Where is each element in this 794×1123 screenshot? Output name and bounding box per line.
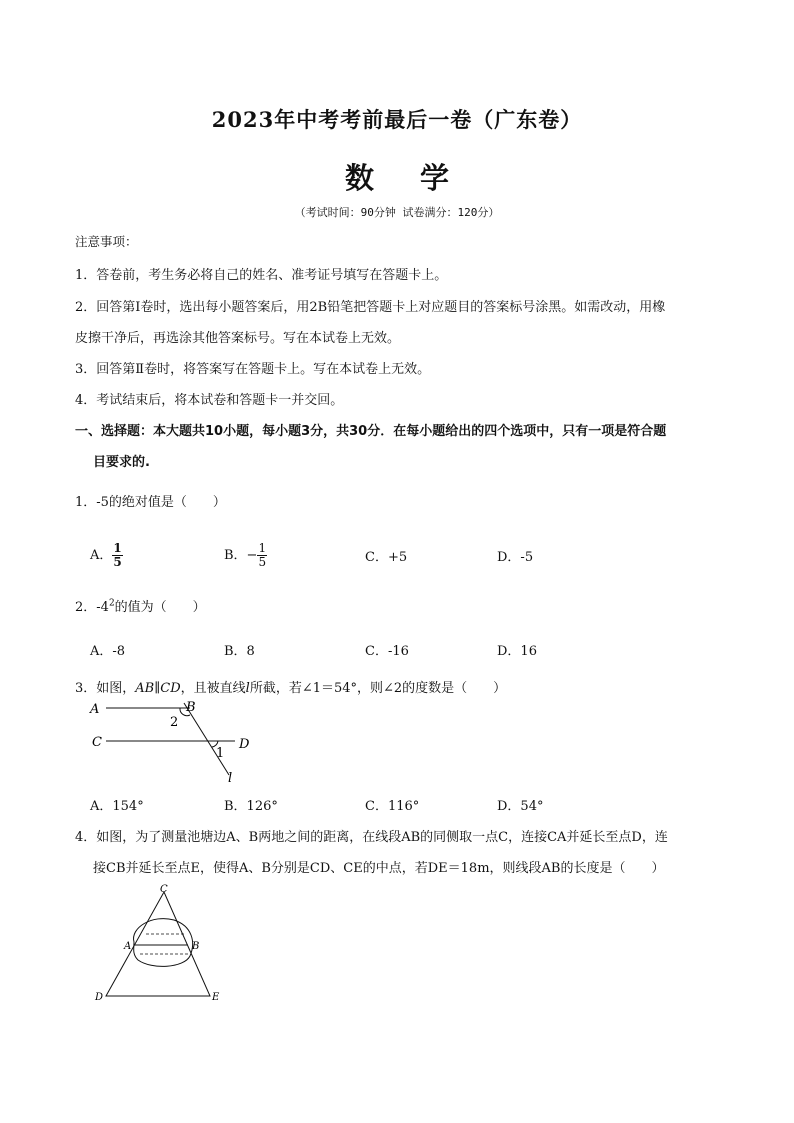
label-a: A <box>124 941 132 952</box>
question-3-option-c: C．116° <box>365 799 420 814</box>
label-d: D <box>95 992 104 1003</box>
notice-item-1: 1．答卷前，考生务必将自己的姓名、准考证号填写在答题卡上。 <box>75 268 448 283</box>
question-2-option-c: C．-16 <box>365 644 409 659</box>
fraction: $\frac{1}{5}$ <box>258 541 267 569</box>
pond-shape <box>134 919 193 967</box>
notice-heading: 注意事项： <box>75 234 138 249</box>
fraction: $\frac{1}{5}$ <box>113 541 122 569</box>
question-1-option-a: A． $\frac{1}{5}$ <box>90 541 122 569</box>
question-1-stem: 1．-5的绝对值是（ ） <box>75 495 226 510</box>
exam-meta: （考试时间：90分钟 试卷满分：120分） <box>294 206 500 219</box>
question-2-stem: 2．$-4^2$的值为（ ） <box>75 598 206 615</box>
label-d: D <box>239 737 250 752</box>
section-1-heading: 一、选择题：本大题共10小题，每小题3分，共30分．在每小题给出的四个选项中，只有一项是符合题 <box>75 424 667 439</box>
question-3-option-d: D．54° <box>497 799 544 814</box>
exam-title: 2023年中考考前最后一卷（广东卷） <box>211 107 583 132</box>
label-b: B <box>186 700 196 715</box>
question-1-option-d: D．-5 <box>497 550 534 565</box>
question-2-option-a: A．-8 <box>90 644 126 659</box>
label-e: E <box>212 992 220 1003</box>
question-3-option-a: A．154° <box>90 799 144 814</box>
label-c: C <box>160 884 168 895</box>
question-3-stem: 3．如图，AB∥CD，且被直线l所截，若∠1＝54°，则∠2的度数是（ ） <box>75 681 507 696</box>
label-b: B <box>192 941 200 952</box>
question-4-stem-line-1: 4．如图，为了测量池塘边A、B两地之间的距离，在线段AB的同侧取一点C，连接CA并延长至点D，连 <box>75 830 668 845</box>
label-c: C <box>92 735 102 750</box>
question-2-option-b: B．8 <box>224 644 255 659</box>
question-2-option-d: D．16 <box>497 644 537 659</box>
section-1-heading-cont: 目要求的. <box>93 455 150 470</box>
notice-item-4: 4．考试结束后，将本试卷和答题卡一并交回。 <box>75 393 344 408</box>
question-4-figure <box>92 884 232 1006</box>
notice-item-2-cont: 皮擦干净后，再选涂其他答案标号。写在本试卷上无效。 <box>75 331 401 346</box>
subject-char-1: 数 <box>344 161 374 195</box>
subject-char-2: 学 <box>420 161 450 195</box>
notice-item-2: 2．回答第Ⅰ卷时，选出每小题答案后，用2B铅笔把答题卡上对应题目的答案标号涂黑。如需改动，用橡 <box>75 300 666 315</box>
question-1-option-c: C．+5 <box>365 550 408 565</box>
label-angle-2: 2 <box>170 715 179 730</box>
notice-item-3: 3．回答第Ⅱ卷时，将答案写在答题卡上。写在本试卷上无效。 <box>75 362 431 377</box>
label-a: A <box>90 702 100 717</box>
question-1-option-b: B．− $\frac{1}{5}$ <box>224 541 267 569</box>
question-3-option-b: B．126° <box>224 799 278 814</box>
question-3-figure <box>80 695 270 787</box>
question-4-stem-line-2: 接CB并延长至点E，使得A、B分别是CD、CE的中点，若DE＝18m，则线段AB的长度是（ ） <box>93 861 665 876</box>
label-angle-1: 1 <box>216 746 225 761</box>
subject-title <box>0 156 794 197</box>
label-l: l <box>228 771 233 786</box>
